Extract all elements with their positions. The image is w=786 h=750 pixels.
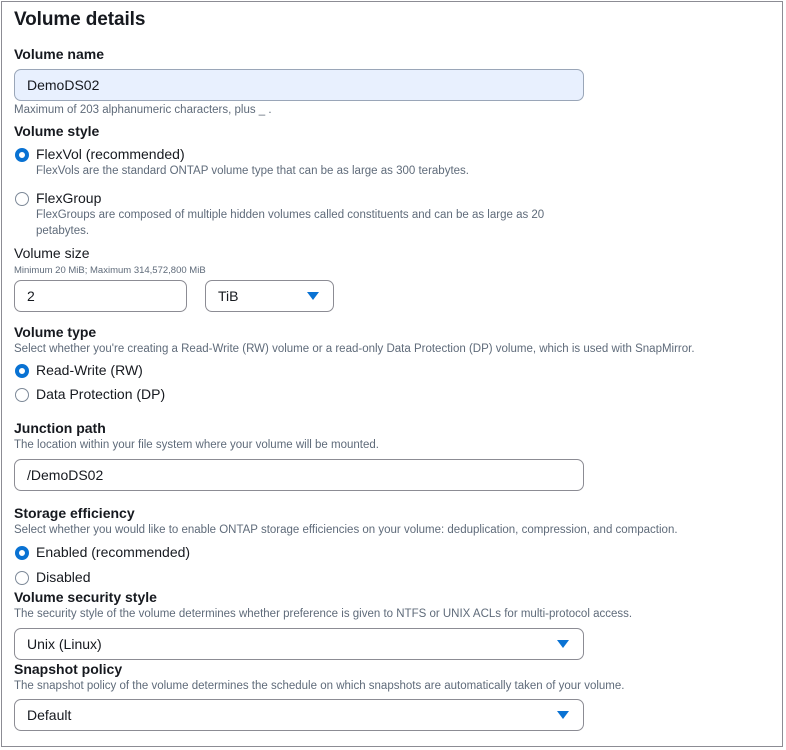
caret-down-icon <box>557 640 569 648</box>
flexvol-description: FlexVols are the standard ONTAP volume type that can be as large as 300 terabytes. <box>36 165 469 177</box>
snapshot-policy-label: Snapshot policy <box>14 661 123 677</box>
flexvol-radio[interactable] <box>15 148 29 162</box>
page-title: Volume details <box>14 9 146 30</box>
data-protection-label[interactable]: Data Protection (DP) <box>36 386 166 402</box>
volume-name-label: Volume name <box>14 46 104 62</box>
snapshot-policy-select[interactable] <box>14 699 584 731</box>
flexgroup-description: FlexGroups are composed of multiple hidden volumes called constituents and can be as large as 20 petabytes. <box>36 209 545 237</box>
volume-size-value: 2 <box>27 288 35 304</box>
storage-efficiency-label: Storage efficiency <box>14 505 135 521</box>
volume-size-unit-select[interactable] <box>205 280 334 312</box>
volume-name-input[interactable] <box>14 69 584 101</box>
volume-size-label: Volume size <box>14 245 90 261</box>
junction-path-input[interactable] <box>14 459 584 491</box>
efficiency-disabled-label[interactable]: Disabled <box>36 569 91 585</box>
flexvol-label[interactable]: FlexVol (recommended) <box>36 146 185 162</box>
volume-name-hint: Maximum of 203 alphanumeric characters, plus _ . <box>14 104 272 116</box>
security-style-label: Volume security style <box>14 589 157 605</box>
junction-path-label: Junction path <box>14 420 106 436</box>
volume-type-label: Volume type <box>14 324 97 340</box>
volume-size-unit-value: TiB <box>218 288 239 304</box>
volume-size-input[interactable] <box>14 280 187 312</box>
efficiency-disabled-radio[interactable] <box>15 571 29 585</box>
caret-down-icon <box>557 711 569 719</box>
read-write-label[interactable]: Read-Write (RW) <box>36 362 143 378</box>
snapshot-policy-description: The snapshot policy of the volume determines the schedule on which snapshots are automatically taken of your volume. <box>14 680 625 692</box>
snapshot-policy-value: Default <box>27 707 72 723</box>
security-style-description: The security style of the volume determines whether preference is given to NTFS or UNIX ACLs for multi-protocol access. <box>14 608 633 620</box>
volume-style-label: Volume style <box>14 123 100 139</box>
caret-down-icon <box>307 292 319 300</box>
data-protection-radio[interactable] <box>15 388 29 402</box>
security-style-value: Unix (Linux) <box>27 636 102 652</box>
volume-type-description: Select whether you're creating a Read-Write (RW) volume or a read-only Data Protection (DP) volume, which is used with SnapMirror. <box>14 343 695 355</box>
storage-efficiency-description: Select whether you would like to enable ONTAP storage efficiencies on your volume: deduplication, compression, and compaction. <box>14 524 678 536</box>
security-style-select[interactable] <box>14 628 584 660</box>
flexgroup-label[interactable]: FlexGroup <box>36 190 102 206</box>
volume-name-value: DemoDS02 <box>27 77 100 93</box>
efficiency-enabled-radio[interactable] <box>15 546 29 560</box>
junction-path-description: The location within your file system where your volume will be mounted. <box>14 439 379 451</box>
efficiency-enabled-label[interactable]: Enabled (recommended) <box>36 544 191 560</box>
volume-size-hint: Minimum 20 MiB; Maximum 314,572,800 MiB <box>14 265 206 276</box>
flexgroup-radio[interactable] <box>15 192 29 206</box>
junction-path-value: /DemoDS02 <box>27 467 104 483</box>
read-write-radio[interactable] <box>15 364 29 378</box>
